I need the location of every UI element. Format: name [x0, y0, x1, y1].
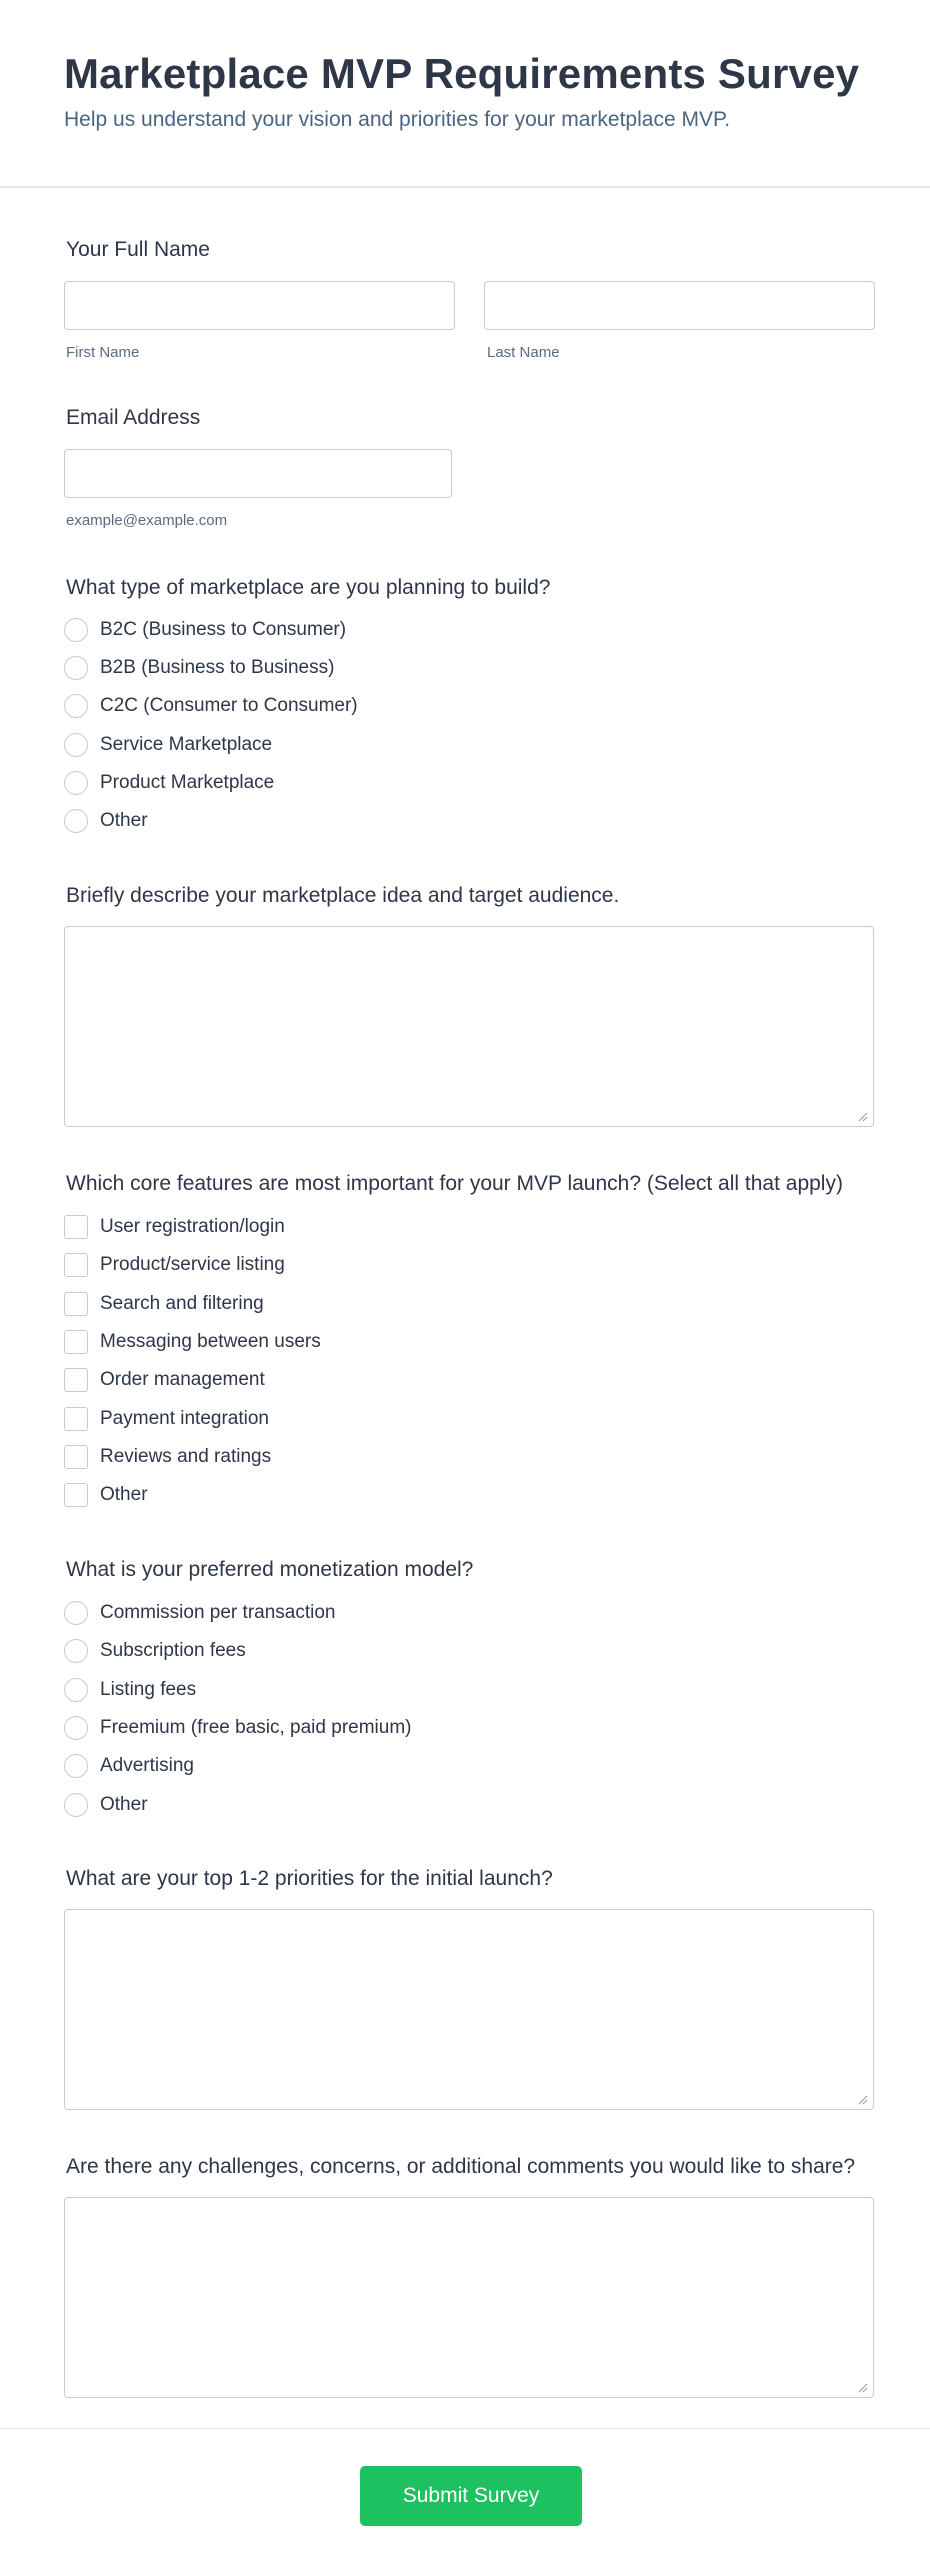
radio-button[interactable]	[64, 771, 88, 795]
option-label: Messaging between users	[100, 1331, 321, 1352]
monetization-option[interactable]	[64, 1599, 335, 1627]
option-label: C2C (Consumer to Consumer)	[100, 695, 358, 716]
option-label: Listing fees	[100, 1679, 197, 1700]
radio-button[interactable]	[64, 694, 88, 718]
feature-option[interactable]	[64, 1443, 271, 1471]
page-title: Marketplace MVP Requirements Survey	[64, 50, 860, 97]
page-subtitle: Help us understand your vision and priorities for your marketplace MVP.	[64, 108, 731, 131]
priorities-textarea[interactable]	[64, 1909, 874, 2110]
feature-option[interactable]	[64, 1366, 265, 1394]
last-name-input[interactable]	[484, 281, 875, 330]
option-label: Freemium (free basic, paid premium)	[100, 1717, 412, 1738]
marketplace-type-label: What type of marketplace are you planning to build?	[66, 576, 551, 599]
first-name-sublabel: First Name	[66, 344, 140, 361]
features-label: Which core features are most important for your MVP launch? (Select all that apply)	[66, 1172, 843, 1195]
idea-textarea[interactable]	[64, 926, 874, 1127]
feature-option[interactable]	[64, 1328, 321, 1356]
email-label: Email Address	[66, 406, 201, 429]
checkbox[interactable]	[64, 1215, 88, 1239]
marketplace-type-option[interactable]	[64, 769, 274, 797]
radio-button[interactable]	[64, 1793, 88, 1817]
checkbox[interactable]	[64, 1292, 88, 1316]
option-label: Order management	[100, 1369, 265, 1390]
radio-button[interactable]	[64, 656, 88, 680]
radio-button[interactable]	[64, 1754, 88, 1778]
marketplace-type-option[interactable]	[64, 654, 334, 682]
idea-label: Briefly describe your marketplace idea and target audience.	[66, 884, 620, 907]
comments-label: Are there any challenges, concerns, or additional comments you would like to share?	[66, 2155, 856, 2178]
monetization-label: What is your preferred monetization model?	[66, 1558, 474, 1581]
full-name-label: Your Full Name	[66, 238, 210, 261]
checkbox[interactable]	[64, 1253, 88, 1277]
first-name-input[interactable]	[64, 281, 455, 330]
option-label: Search and filtering	[100, 1293, 264, 1314]
feature-option[interactable]	[64, 1290, 264, 1318]
monetization-option[interactable]	[64, 1637, 246, 1665]
checkbox[interactable]	[64, 1330, 88, 1354]
last-name-sublabel: Last Name	[487, 344, 560, 361]
option-label: Other	[100, 1484, 148, 1505]
radio-button[interactable]	[64, 809, 88, 833]
option-label: Product Marketplace	[100, 772, 275, 793]
radio-button[interactable]	[64, 1678, 88, 1702]
option-label: Other	[100, 810, 148, 831]
checkbox[interactable]	[64, 1368, 88, 1392]
marketplace-type-option[interactable]	[64, 616, 346, 644]
checkbox[interactable]	[64, 1445, 88, 1469]
priorities-label: What are your top 1-2 priorities for the initial launch?	[66, 1867, 553, 1890]
marketplace-type-option[interactable]	[64, 807, 148, 835]
radio-button[interactable]	[64, 733, 88, 757]
option-label: Reviews and ratings	[100, 1446, 272, 1467]
monetization-option[interactable]	[64, 1791, 148, 1819]
radio-button[interactable]	[64, 618, 88, 642]
submit-survey-button[interactable]: Submit Survey	[360, 2466, 582, 2526]
option-label: B2B (Business to Business)	[100, 657, 335, 678]
radio-button[interactable]	[64, 1601, 88, 1625]
resize-grip-icon[interactable]	[858, 2383, 868, 2393]
feature-option[interactable]	[64, 1405, 269, 1433]
option-label: Product/service listing	[100, 1254, 285, 1275]
option-label: Service Marketplace	[100, 734, 273, 755]
monetization-option[interactable]	[64, 1676, 196, 1704]
option-label: B2C (Business to Consumer)	[100, 619, 347, 640]
checkbox[interactable]	[64, 1407, 88, 1431]
feature-option[interactable]	[64, 1213, 285, 1241]
email-input[interactable]	[64, 449, 452, 498]
feature-option[interactable]	[64, 1251, 285, 1279]
email-sublabel: example@example.com	[66, 512, 228, 529]
radio-button[interactable]	[64, 1716, 88, 1740]
form-header	[0, 0, 930, 188]
marketplace-type-option[interactable]	[64, 692, 358, 720]
feature-option[interactable]	[64, 1481, 148, 1509]
option-label: Other	[100, 1794, 148, 1815]
option-label: Payment integration	[100, 1408, 269, 1429]
option-label: Commission per transaction	[100, 1602, 336, 1623]
resize-grip-icon[interactable]	[858, 1112, 868, 1122]
option-label: Advertising	[100, 1755, 194, 1776]
monetization-option[interactable]	[64, 1714, 411, 1742]
resize-grip-icon[interactable]	[858, 2095, 868, 2105]
option-label: User registration/login	[100, 1216, 285, 1237]
radio-button[interactable]	[64, 1639, 88, 1663]
comments-textarea[interactable]	[64, 2197, 874, 2398]
marketplace-type-option[interactable]	[64, 731, 272, 759]
monetization-option[interactable]	[64, 1752, 194, 1780]
option-label: Subscription fees	[100, 1640, 246, 1661]
checkbox[interactable]	[64, 1483, 88, 1507]
